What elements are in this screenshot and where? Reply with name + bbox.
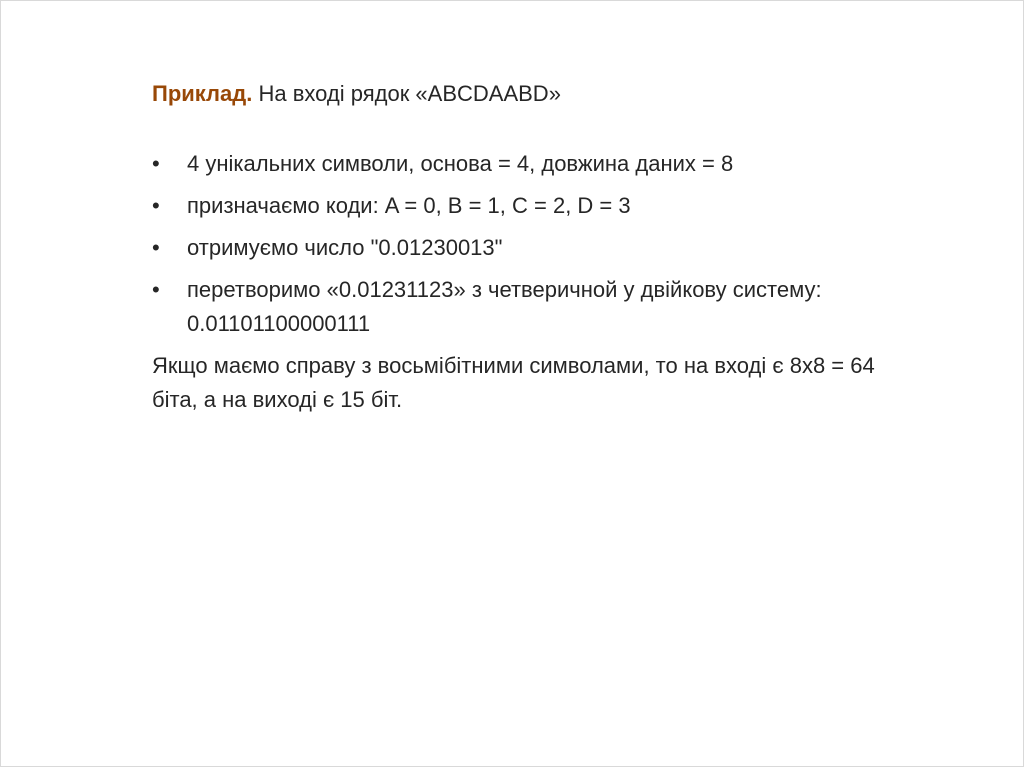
bullet-marker: • [152, 235, 160, 260]
example-heading [152, 77, 912, 111]
bullet-marker: • [152, 193, 160, 218]
bullet-item [152, 273, 912, 341]
bullet-item [152, 147, 912, 181]
bullet-text: призначаємо коди: A = 0, B = 1, C = 2, D = 3 [187, 193, 631, 218]
bullet-list [152, 147, 912, 341]
example-label: Приклад. [152, 81, 253, 106]
slide-content [152, 77, 912, 417]
example-heading-text: На вході рядок «ABCDAABD» [252, 81, 561, 106]
bullet-item [152, 189, 912, 223]
bullet-text: перетворимо «0.01231123» з четверичной у двійкову систему: 0.01101100000111 [187, 277, 822, 336]
bullet-item [152, 231, 912, 265]
conclusion-paragraph: Якщо маємо справу з восьмібітними символами, то на вході є 8x8 = 64 біта, а на виході є 15 біт. [152, 353, 875, 412]
bullet-marker: • [152, 151, 160, 176]
bullet-text: отримуємо число "0.01230013" [187, 235, 503, 260]
bullet-marker: • [152, 277, 160, 302]
bullet-text: 4 унікальних символи, основа = 4, довжина даних = 8 [187, 151, 734, 176]
